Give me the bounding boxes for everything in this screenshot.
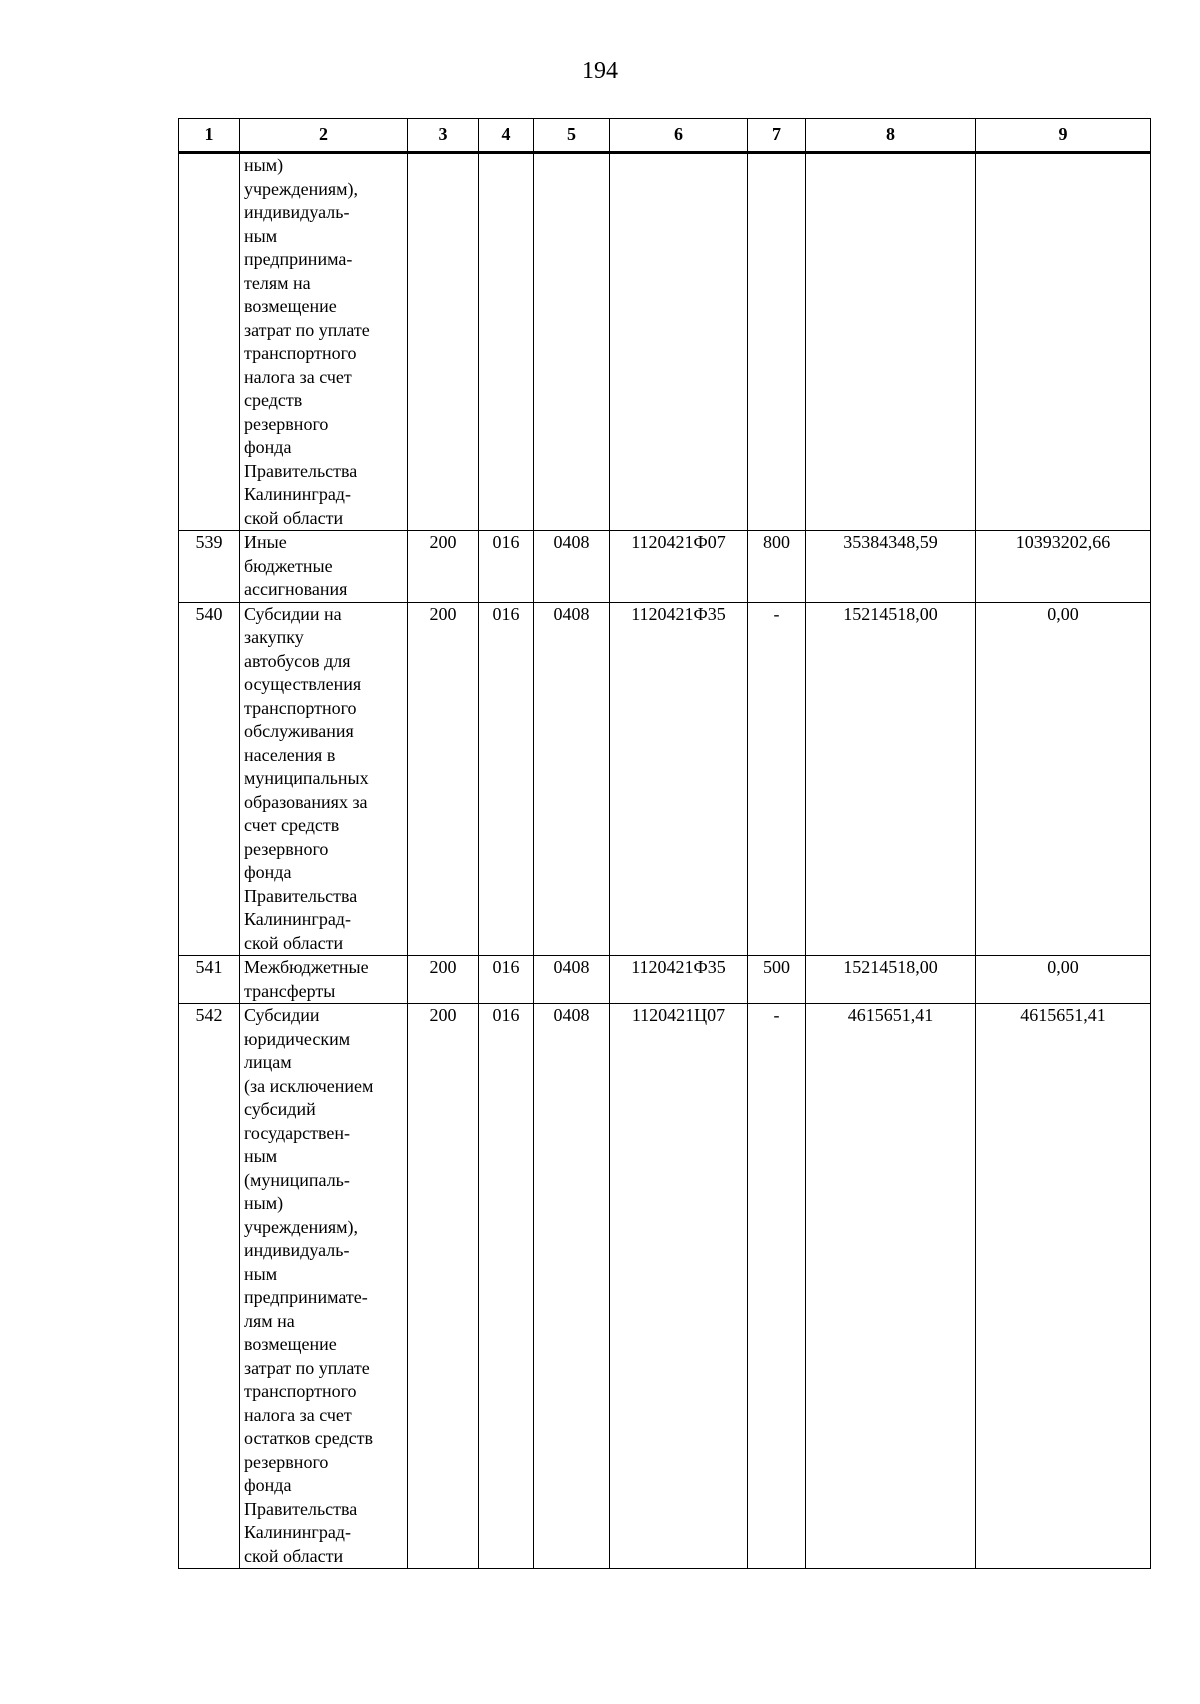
cell-col7: - — [748, 602, 806, 956]
cell-col3: 200 — [408, 1004, 479, 1569]
header-cell: 5 — [534, 119, 610, 153]
cell-col4: 016 — [479, 602, 534, 956]
row-description — [240, 602, 408, 956]
description-text: Межбюджетные трансферты — [244, 957, 369, 1001]
cell-col8: 15214518,00 — [806, 956, 976, 1004]
header-cell: 9 — [976, 119, 1151, 153]
budget-table — [178, 118, 1151, 1569]
header-cell: 6 — [610, 119, 748, 153]
row-number: 539 — [179, 531, 240, 603]
description-text: Субсидии юридическим лицам (за исключением субсидий государствен- ным (муниципаль- ным) учреждениям), индивидуаль- ным предпринимате- лям на возмещение затрат по уплате транспортного налога за счет остатков средств резервного фонда Правительства Калининград- ской области — [244, 1005, 374, 1566]
cell-col5: 0408 — [534, 1004, 610, 1569]
cell-col7: 800 — [748, 531, 806, 603]
cell-col9: 4615651,41 — [976, 1004, 1151, 1569]
page-number: 194 — [582, 58, 618, 84]
header-cell: 8 — [806, 119, 976, 153]
cell-col3: 200 — [408, 956, 479, 1004]
cell-col6: 1120421Ц07 — [610, 1004, 748, 1569]
table-row — [179, 531, 1151, 603]
cell-col4 — [479, 153, 534, 531]
cell-col4: 016 — [479, 956, 534, 1004]
cell-col6: 1120421Ф35 — [610, 602, 748, 956]
cell-col5: 0408 — [534, 602, 610, 956]
table-row — [179, 153, 1151, 531]
row-description — [240, 153, 408, 531]
cell-col9: 0,00 — [976, 602, 1151, 956]
row-number: 542 — [179, 1004, 240, 1569]
cell-col7: - — [748, 1004, 806, 1569]
row-description — [240, 956, 408, 1004]
cell-col3 — [408, 153, 479, 531]
cell-col4: 016 — [479, 1004, 534, 1569]
row-number: 541 — [179, 956, 240, 1004]
row-description — [240, 1004, 408, 1569]
description-text: ным) учреждениям), индивидуаль- ным предпринима- телям на возмещение затрат по уплате транспортного налога за счет средств резервного фонда Правительства Калининград- ской области — [244, 155, 370, 528]
cell-col3: 200 — [408, 602, 479, 956]
cell-col9: 0,00 — [976, 956, 1151, 1004]
table-row — [179, 956, 1151, 1004]
table-row — [179, 602, 1151, 956]
cell-col4: 016 — [479, 531, 534, 603]
header-cell: 2 — [240, 119, 408, 153]
description-text: Иные бюджетные ассигнования — [244, 532, 348, 599]
header-cell: 1 — [179, 119, 240, 153]
header-cell: 3 — [408, 119, 479, 153]
cell-col8: 35384348,59 — [806, 531, 976, 603]
header-row — [179, 119, 1151, 153]
cell-col6: 1120421Ф07 — [610, 531, 748, 603]
header-cell: 7 — [748, 119, 806, 153]
cell-col5 — [534, 153, 610, 531]
cell-col8 — [806, 153, 976, 531]
cell-col9: 10393202,66 — [976, 531, 1151, 603]
cell-col9 — [976, 153, 1151, 531]
cell-col6 — [610, 153, 748, 531]
cell-col6: 1120421Ф35 — [610, 956, 748, 1004]
cell-col8: 4615651,41 — [806, 1004, 976, 1569]
cell-col8: 15214518,00 — [806, 602, 976, 956]
row-description — [240, 531, 408, 603]
header-cell: 4 — [479, 119, 534, 153]
row-number: 540 — [179, 602, 240, 956]
cell-col3: 200 — [408, 531, 479, 603]
description-text: Субсидии на закупку автобусов для осуществления транспортного обслуживания населения в муниципальных образованиях за счет средств резервного фонда Правительства Калининград- ской области — [244, 603, 369, 953]
table-row — [179, 1004, 1151, 1569]
cell-col7: 500 — [748, 956, 806, 1004]
cell-col7 — [748, 153, 806, 531]
cell-col5: 0408 — [534, 531, 610, 603]
cell-col5: 0408 — [534, 956, 610, 1004]
row-number — [179, 153, 240, 531]
